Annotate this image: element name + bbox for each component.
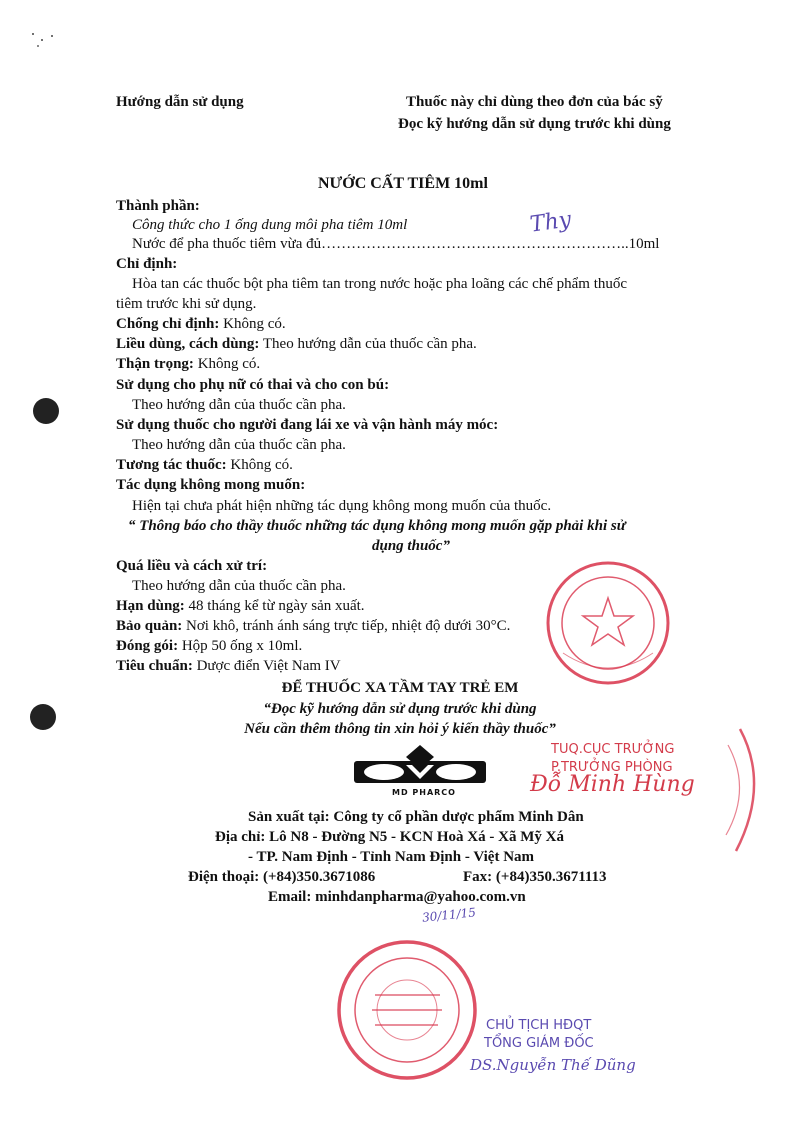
- approval-title-line2: P.TRƯỞNG PHÒNG: [551, 760, 673, 775]
- caution-heading: Thận trọng:: [116, 356, 194, 372]
- partial-stamp-edge: [700, 725, 770, 855]
- interaction: [116, 456, 293, 475]
- standard: [116, 657, 341, 676]
- contraindication: [116, 315, 286, 334]
- overdose-text: Theo hướng dẫn của thuốc cần pha.: [132, 578, 346, 594]
- packaging: [116, 637, 302, 656]
- storage-text: Nơi khô, tránh ánh sáng trực tiếp, nhiệt độ dưới 30°C.: [182, 618, 511, 634]
- side-effects-notice-line2: dụng thuốc”: [372, 538, 450, 554]
- composition-item: Nước để pha thuốc tiêm vừa đủ……………………………………………………..10ml: [132, 236, 660, 252]
- overdose-heading: Quá liều và cách xử trí:: [116, 558, 268, 574]
- indication-line1: Hòa tan các thuốc bột pha tiêm tan trong nước hoặc pha loãng các chế phẩm thuốc: [132, 276, 628, 292]
- approval-signature: Đỗ Minh Hùng: [530, 772, 695, 797]
- side-effects-notice-line1: “ Thông báo cho thầy thuốc những tác dụng không mong muốn gặp phải khi sử: [128, 518, 626, 534]
- side-effects-heading: Tác dụng không mong muốn:: [116, 477, 306, 493]
- caution-text: Không có.: [193, 356, 261, 372]
- interaction-heading: Tương tác thuốc:: [116, 457, 227, 473]
- warning-line1: ĐỂ THUỐC XA TẦM TAY TRẺ EM: [281, 680, 519, 696]
- md-pharco-logo: [350, 743, 490, 800]
- composition-heading: Thành phần:: [116, 198, 200, 214]
- punch-hole-top: [33, 398, 59, 424]
- composition-formula: Công thức cho 1 ống dung môi pha tiêm 10ml: [132, 217, 408, 233]
- manufacturer-line1: Sản xuất tại: Công ty cổ phần dược phẩm Minh Dân: [248, 809, 584, 825]
- caution: [116, 355, 260, 374]
- manufacturer-address-line1: Địa chỉ: Lô N8 - Đường N5 - KCN Hoà Xá - Xã Mỹ Xá: [215, 829, 564, 845]
- manufacturer-address-line2: - TP. Nam Định - Tỉnh Nam Định - Việt Nam: [248, 849, 535, 865]
- director-title-line2: TỔNG GIÁM ĐỐC: [484, 1036, 594, 1051]
- official-stamp-seal: [543, 558, 673, 688]
- director-signature: DS.Nguyễn Thế Dũng: [470, 1056, 636, 1074]
- interaction-text: Không có.: [226, 457, 293, 473]
- expiry-text: 48 tháng kể từ ngày sản xuất.: [184, 598, 365, 614]
- expiry: [116, 597, 365, 616]
- logo-text: MD PHARCO: [392, 788, 456, 797]
- packaging-text: Hộp 50 ống x 10ml.: [178, 638, 303, 654]
- storage-heading: Bảo quản:: [116, 618, 183, 634]
- manufacturer-phone: Điện thoại: (+84)350.3671086: [188, 869, 376, 885]
- contraindication-text: Không có.: [219, 316, 286, 332]
- standard-text: Dược điển Việt Nam IV: [192, 658, 341, 674]
- handwritten-initials: Thy: [528, 207, 573, 238]
- header-left: Hướng dẫn sử dụng: [116, 94, 244, 110]
- pregnancy-text: Theo hướng dẫn của thuốc cần pha.: [132, 397, 346, 413]
- manufacturer-fax: Fax: (+84)350.3671113: [463, 869, 607, 885]
- standard-heading: Tiêu chuẩn:: [116, 658, 193, 674]
- scan-speckle: [30, 30, 60, 50]
- approval-title-line1: TUQ.CỤC TRƯỞNG: [551, 742, 675, 757]
- side-effects-text: Hiện tại chưa phát hiện những tác dụng không mong muốn của thuốc.: [132, 498, 552, 514]
- handwritten-date: 30/11/15: [421, 905, 477, 925]
- header-right-line1: Thuốc này chỉ dùng theo đơn của bác sỹ: [406, 94, 663, 110]
- warning-line3: Nếu cần thêm thông tin xin hỏi ý kiến thầy thuốc”: [244, 721, 556, 737]
- driving-text: Theo hướng dẫn của thuốc cần pha.: [132, 437, 346, 453]
- manufacturer-email: Email: minhdanpharma@yahoo.com.vn: [268, 889, 526, 905]
- logo-mark: [350, 743, 490, 789]
- header-right-line2: Đọc kỹ hướng dẫn sử dụng trước khi dùng: [398, 116, 671, 132]
- indication-heading: Chỉ định:: [116, 256, 178, 272]
- dosage: [116, 335, 477, 354]
- company-seal: [330, 935, 485, 1085]
- packaging-heading: Đóng gói:: [116, 638, 179, 654]
- dosage-heading: Liều dùng, cách dùng:: [116, 336, 260, 352]
- contraindication-heading: Chống chỉ định:: [116, 316, 220, 332]
- dosage-text: Theo hướng dẫn của thuốc cần pha.: [259, 336, 477, 352]
- pregnancy-heading: Sử dụng cho phụ nữ có thai và cho con bú:: [116, 377, 390, 393]
- director-title-line1: CHỦ TỊCH HĐQT: [486, 1018, 592, 1033]
- document-title: NƯỚC CẤT TIÊM 10ml: [318, 175, 488, 192]
- storage: [116, 617, 510, 636]
- expiry-heading: Hạn dùng:: [116, 598, 185, 614]
- driving-heading: Sử dụng thuốc cho người đang lái xe và vận hành máy móc:: [116, 417, 499, 433]
- indication-line2: tiêm trước khi sử dụng.: [116, 296, 257, 312]
- warning-line2: “Đọc kỹ hướng dẫn sử dụng trước khi dùng: [263, 701, 537, 717]
